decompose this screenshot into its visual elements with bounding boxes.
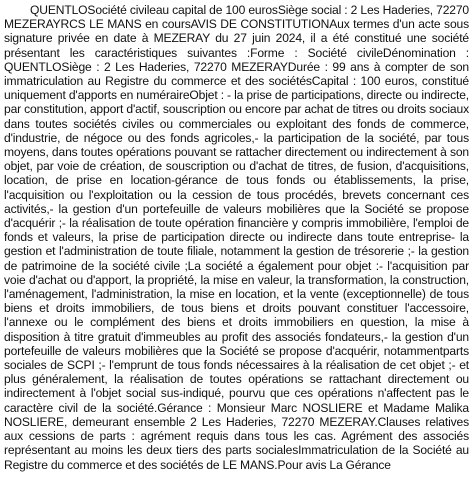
legal-notice-text: QUENTLOSociété civileau capital de 100 eurosSiège social : 2 Les Haderies, 72270 MEZERAYRCS LE MANS en coursAVIS DE CONSTITUTIONAux termes d'un acte sous signature privée en date à MEZERAY du 27 juin 2024, il a été constitué une société présentant les caractéristiques suivantes :Forme : Société civileDénomination : QUENTLOSiège : 2 Les Haderies, 72270 MEZERAYDurée : 99 ans à compter de son immatriculation au Registre du commerce et des sociétésCapital : 100 euros, constitué uniquement d'apports en numéraireObjet : - la prise de participations, directe ou indirecte, par constitution, apport d'actif, souscription ou encore par achat de titres ou droits sociaux dans toutes sociétés civiles ou commerciales ou exploitant des fonds de commerce, d'industrie, de négoce ou des fonds agricoles,- la participation de la société, par tous moyens, dans toutes opérations pouvant se rattacher directement ou indirectement à son objet, par voie de création, de souscription ou d'achat de titres, de fusion, d'acquisitions, location, de prise en location-gérance de tous fonds ou établissements, la prise, l'acquisition ou l'exploitation ou la cession de tous procédés, brevets concernant ces activités,- la gestion d'un portefeuille de valeurs mobilières que la Société se propose d'acquérir ;- la réalisation de toute opération financière y compris immobilière, l'emploi de fonds et valeurs, la prise de participation directe ou indirecte dans toute entreprise- la gestion et l'administration de toute filiale, notamment la gestion de trésorerie ;- la gestion de patrimoine de la société civile ;La société a également pour objet :- l'acquisition par voie d'achat ou d'apport, la propriété, la mise en valeur, la transformation, la construction, l'aménagement, l'administration, la mise en location, et la vente (exceptionnelle) de tous biens et droits immobiliers, de tous biens et droits pouvant constituer l'accessoire, l'annexe ou le complément des biens et droits immobiliers en question, la mise à disposition à titre gratuit d'immeubles au profit des associés fondateurs,- la gestion d'un portefeuille de valeurs mobilières que la Société se propose d'acquérir, notammentparts sociales de SCPI ;- l'emprunt de tous fonds nécessaires à la réalisation de cet objet ;- et plus généralement, la réalisation de toutes opérations se rattachant directement ou indirectement à l'objet social sus-indiqué, pourvu que ces opérations n'affectent pas le caractère civil de la société.Gérance : Monsieur Marc NOSLIERE et Madame Malika NOSLIERE, demeurant ensemble 2 Les Haderies, 72270 MEZERAY.Clauses relatives aux cessions de parts : agrément requis dans tous les cas. Agrément des associés représentant au moins les deux tiers des parts socialesImmatriculation de la Société au Registre du commerce et des sociétés de LE MANS.Pour avis La Gérance <box>4 3 469 472</box>
